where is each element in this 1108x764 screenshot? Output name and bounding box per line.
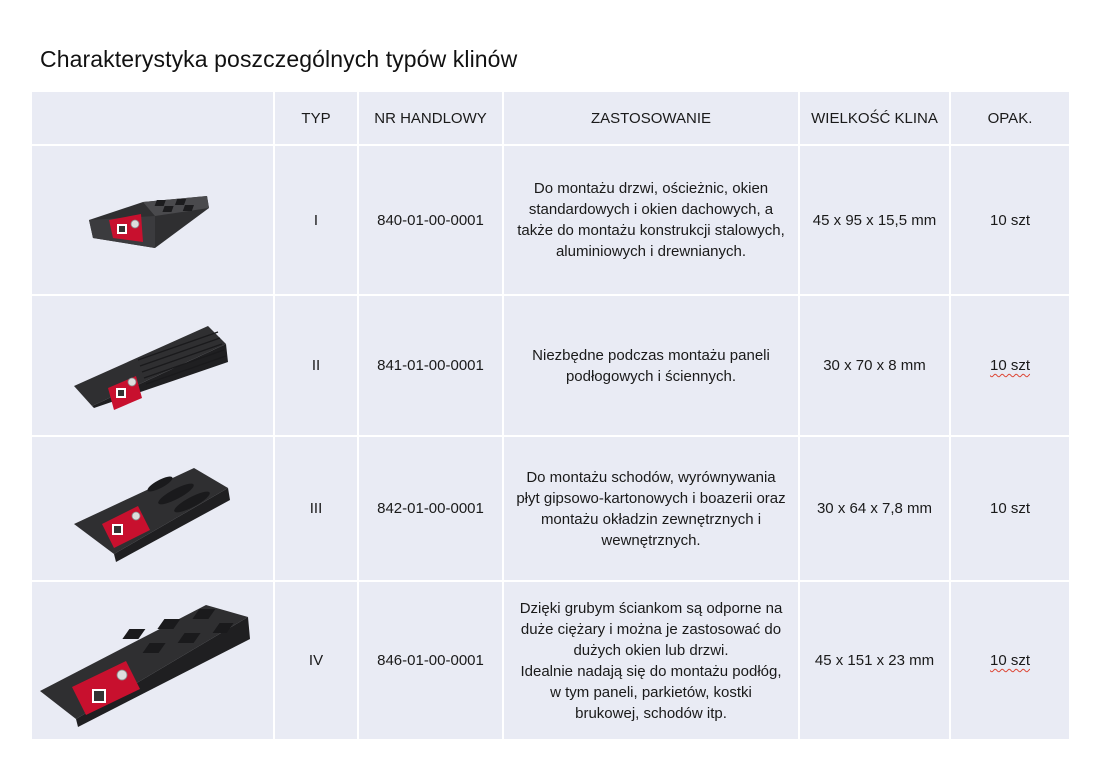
header-typ: TYP [274,91,358,145]
opak-cell [950,581,1070,740]
product-image-cell [31,145,274,295]
opak-cell: 10 szt [950,436,1070,581]
typ-cell: I [274,145,358,295]
description-line: aluminiowych i drewnianych. [555,243,747,260]
description-line: w tym paneli, parkietów, kostki [550,683,752,701]
product-image-cell [31,436,274,581]
table-row [31,436,1070,581]
header-wielkosc: WIELKOŚĆ KLINA [799,91,950,145]
description-line: także do montażu konstrukcji stalowych, [517,222,785,239]
zastosowanie-cell [503,145,799,295]
typ-cell: II [274,295,358,436]
wedge-type-3-icon [68,454,238,564]
description-line: Do montażu schodów, wyrównywania [526,468,776,486]
page-title: Charakterystyka poszczególnych typów klinów [40,46,518,72]
table-row [31,295,1070,436]
product-image-cell [31,295,274,436]
table-header-row [31,91,1070,145]
description-line: podłogowych i ściennych. [565,367,737,385]
description-line: płyt gipsowo-kartonowych i boazerii oraz [516,489,786,507]
description-line: Dzięki grubym ściankom są odporne na [519,599,783,617]
description-line: standardowych i okien dachowych, a [528,201,774,218]
header-image [31,91,274,145]
description-line: duże ciężary i można je zastosować do [520,620,782,638]
opak-value: 10 szt [989,357,1031,374]
nr-handlowy-cell: 841-01-00-0001 [358,295,503,436]
zastosowanie-cell [503,581,799,740]
product-image-cell [31,581,274,740]
wielkosc-cell: 30 x 70 x 8 mm [799,295,950,436]
zastosowanie-cell [503,436,799,581]
opak-cell: 10 szt [950,145,1070,295]
description-line: brukowej, schodów itp. [575,704,727,722]
description-line: Idealnie nadają się do montażu podłóg, [520,662,782,680]
opak-value: 10 szt [989,652,1031,669]
wedge-spec-table [30,90,1071,741]
nr-handlowy-cell: 846-01-00-0001 [358,581,503,740]
description-line: dużych okien lub drzwi. [573,641,729,659]
wielkosc-cell: 30 x 64 x 7,8 mm [799,436,950,581]
wielkosc-cell: 45 x 95 x 15,5 mm [799,145,950,295]
typ-cell: IV [274,581,358,740]
header-zastosowanie: ZASTOSOWANIE [503,91,799,145]
table-row [31,145,1070,295]
typ-cell: III [274,436,358,581]
description-line: Niezbędne podczas montażu paneli [532,346,770,364]
zastosowanie-cell [503,295,799,436]
wedge-type-2-icon [68,316,238,416]
description-line: Do montażu drzwi, ościeżnic, okien [533,180,769,197]
opak-cell [950,295,1070,436]
wielkosc-cell: 45 x 151 x 23 mm [799,581,950,740]
wedge-type-1-icon [83,172,223,268]
header-nr-handlowy: NR HANDLOWY [358,91,503,145]
nr-handlowy-cell: 840-01-00-0001 [358,145,503,295]
nr-handlowy-cell: 842-01-00-0001 [358,436,503,581]
header-opak: OPAK. [950,91,1070,145]
description-line: montażu okładzin zewnętrznych i [540,510,762,528]
description-line: wewnętrznych. [601,531,701,549]
table-row [31,581,1070,740]
wedge-type-4-icon [36,591,272,731]
